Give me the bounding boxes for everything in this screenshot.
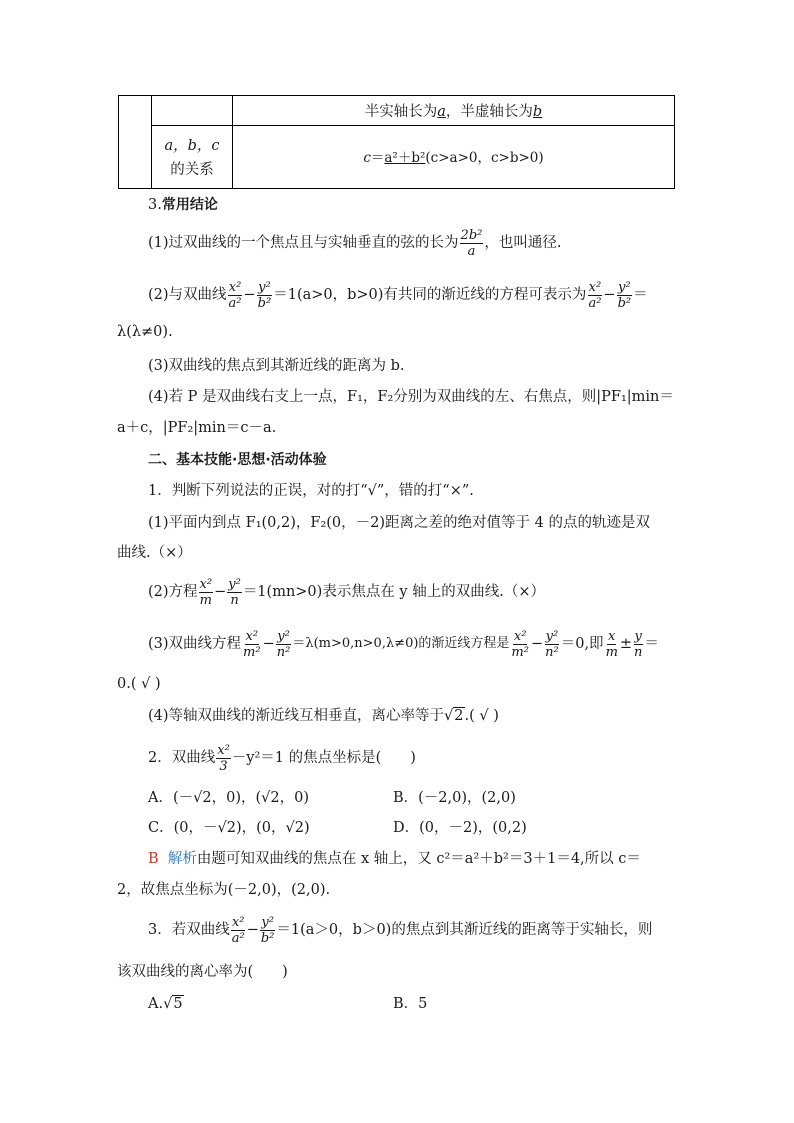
fraction: $\frac{\text{x²}}{\text{a²}}$ <box>228 279 242 311</box>
fraction: $\frac{\text{x²}}{\text{a²}}$ <box>588 279 602 311</box>
relation-label-cell: a，b，c 的关系 <box>164 138 220 178</box>
question-2-option-c: C．(0，－√2)，(0，√2) <box>148 820 310 836</box>
question-1-intro: 1．判断下列说法的正误，对的打“√”，错的打“×”. <box>148 483 474 499</box>
question-2-option-d: D．(0，－2)，(0,2) <box>393 820 527 836</box>
fraction: $\frac{x}{m}$ <box>605 628 618 660</box>
question-3-cont: 该双曲线的离心率为( ) <box>117 964 288 980</box>
conclusion-1: (1)过双曲线的一个焦点且与实轴垂直的弦的长为 $\frac{\text{2b²}}{a}$ ，也叫通径. <box>148 227 562 259</box>
sqrt: √2 <box>444 708 464 724</box>
sqrt: √5 <box>163 996 183 1012</box>
relation-formula-cell: c＝a²＋b²(c>a>0，c>b>0) <box>363 150 544 166</box>
part-heading: 二、基本技能·思想·活动体验 <box>148 452 327 468</box>
fraction: $\frac{\text{y²}}{n}$ <box>228 576 241 608</box>
question-1-item-4: (4)等轴双曲线的渐近线互相垂直，离心率等于√2.( √ ) <box>148 708 499 724</box>
fraction: $\frac{\text{y²}}{\text{b²}}$ <box>260 914 275 946</box>
conclusion-4-cont: a＋c，|PF₂|min＝c－a. <box>117 420 277 436</box>
conclusion-2-cont: λ(λ≠0). <box>117 324 173 340</box>
fraction: $\frac{\text{x²}}{\text{a²}}$ <box>231 914 245 946</box>
question-1-item-1-cont: 曲线.（×） <box>117 545 192 561</box>
question-1-item-2: (2)方程 $\frac{\text{x²}}{m}$ − $\frac{\text{y²}}{n}$ ＝1(mn>0)表示焦点在 y 轴上的双曲线.（×） <box>148 576 545 608</box>
fraction: $\frac{\text{x²}}{3}$ <box>217 742 230 774</box>
fraction: $\frac{\text{x²}}{\text{m²}}$ <box>243 628 261 660</box>
question-1-item-3-cont: 0.( √ ) <box>117 676 161 692</box>
conclusion-4: (4)若 P 是双曲线右支上一点，F₁，F₂分别为双曲线的左、右焦点，则|PF₁|min＝ <box>148 389 674 405</box>
question-3-option-a: A.√5 <box>148 996 183 1012</box>
fraction: $\frac{\text{y²}}{\text{n²}}$ <box>545 628 559 660</box>
question-2-explanation: B 解析由题可知双曲线的焦点在 x 轴上，又 c²＝a²＋b²＝3＋1＝4,所以 c＝ <box>148 851 641 867</box>
question-1-item-1: (1)平面内到点 F₁(0,2)，F₂(0，－2)距离之差的绝对值等于 4 的点的轨迹是双 <box>148 515 650 531</box>
conclusion-3: (3)双曲线的焦点到其渐近线的距离为 b. <box>148 358 405 374</box>
axis-length-cell: 半实轴长为a，半虚轴长为b <box>364 104 543 120</box>
table-row-divider <box>151 125 674 126</box>
fraction: $\frac{\text{y²}}{\text{b²}}$ <box>617 279 632 311</box>
question-1-item-3: (3)双曲线方程 $\frac{\text{x²}}{\text{m²}}$ − $\frac{\text{y²}}{\text{n²}}$ ＝λ(m>0,n>0,λ≠0)的渐近线方程是 $\frac{\text{x²}}{\text{m²}}$ − $\frac{\text{y²}}{\text{n²}}$ ＝0,即 $\frac{x}{m}$ ± $\frac{y}{n}$ ＝ <box>148 628 659 660</box>
question-3-option-b: B．5 <box>393 996 428 1012</box>
question-3: 3．若双曲线 $\frac{\text{x²}}{\text{a²}}$ − $\frac{\text{y²}}{\text{b²}}$ ＝1(a＞0，b＞0)的焦点到其渐近线的距离等于实轴长，则 <box>148 914 653 946</box>
fraction: $\frac{y}{n}$ <box>634 628 643 660</box>
answer-label: B <box>148 851 159 867</box>
section-heading: 3.常用结论 <box>148 197 218 213</box>
question-2-option-a: A．(－√2，0)，(√2，0) <box>148 790 309 806</box>
question-2-option-b: B．(－2,0)，(2,0) <box>393 790 516 806</box>
jiexi-label: 解析 <box>167 851 197 867</box>
conclusion-2: (2)与双曲线 $\frac{\text{x²}}{\text{a²}}$ − $\frac{\text{y²}}{\text{b²}}$ ＝1(a>0，b>0)有共同的渐近线的方程可表示为 $\frac{\text{x²}}{\text{a²}}$ − $\frac{\text{y²}}{\text{b²}}$ ＝ <box>148 279 648 311</box>
latus-rectum-fraction: $\frac{\text{2b²}}{a}$ <box>460 227 483 259</box>
properties-table <box>118 95 675 189</box>
question-2-explanation-cont: 2，故焦点坐标为(－2,0)，(2,0). <box>117 882 331 898</box>
fraction: $\frac{\text{x²}}{m}$ <box>199 576 213 608</box>
fraction: $\frac{\text{x²}}{\text{m²}}$ <box>511 628 529 660</box>
fraction: $\frac{\text{y²}}{\text{n²}}$ <box>276 628 291 660</box>
question-2: 2．双曲线 $\frac{\text{x²}}{3}$ －y²＝1 的焦点坐标是( ) <box>148 742 416 774</box>
fraction: $\frac{\text{y²}}{\text{b²}}$ <box>257 279 272 311</box>
